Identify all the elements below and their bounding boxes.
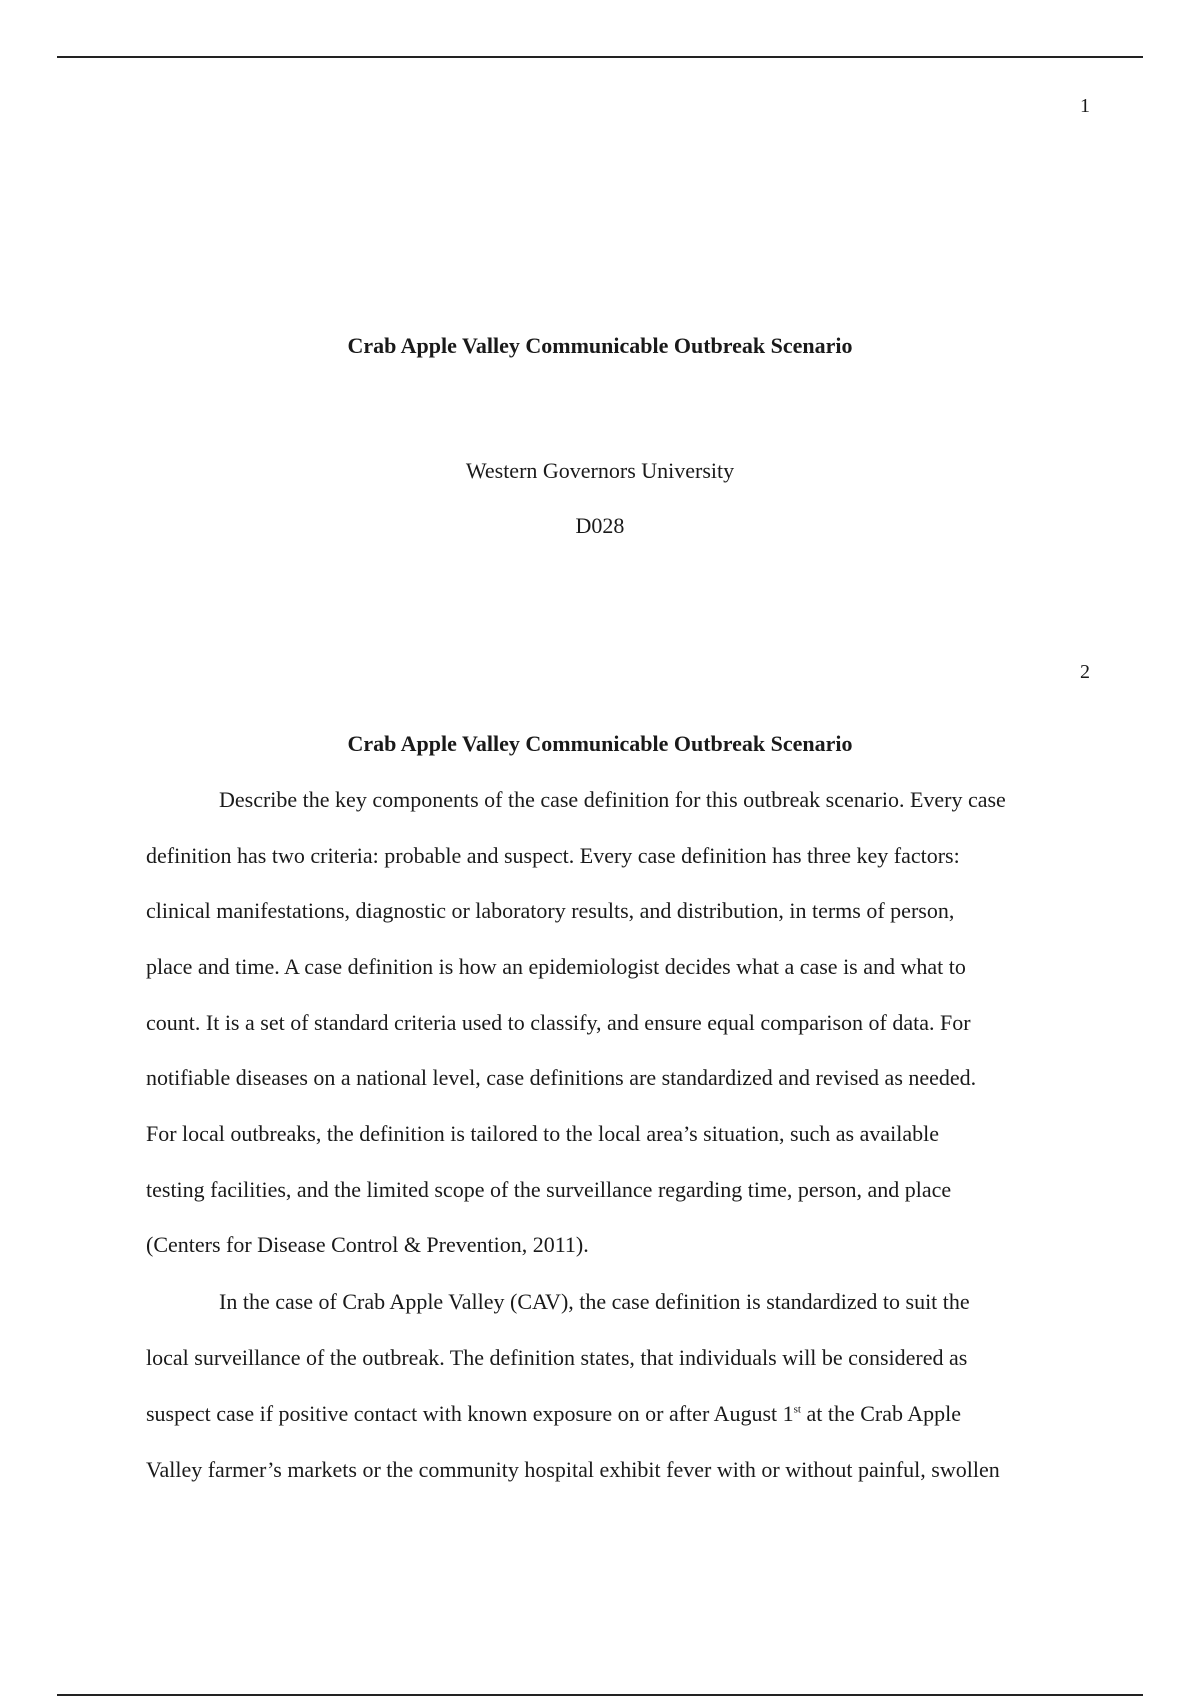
text-line: notifiable diseases on a national level, case definitions are standardized and revised as needed. xyxy=(146,1065,977,1090)
university-name: Western Governors University xyxy=(465,458,735,483)
text-line: place and time. A case definition is how an epidemiologist decides what a case is and what to xyxy=(146,954,966,979)
title-page-title: Crab Apple Valley Communicable Outbreak Scenario xyxy=(347,333,853,358)
page-number: 1 xyxy=(1080,95,1090,117)
text-line: testing facilities, and the limited scope of the surveillance regarding time, person, and place xyxy=(146,1177,952,1202)
text-line: count. It is a set of standard criteria used to classify, and ensure equal comparison of data. For xyxy=(146,1010,971,1035)
ordinal-suffix: st xyxy=(793,1403,801,1416)
text-line xyxy=(146,1400,1096,1428)
text-line: For local outbreaks, the definition is tailored to the local area’s situation, such as available xyxy=(146,1121,939,1146)
bottom-rule xyxy=(57,1694,1143,1696)
text-line: Describe the key components of the case definition for this outbreak scenario. Every case xyxy=(219,787,1006,812)
text-line: definition has two criteria: probable and suspect. Every case definition has three key factors: xyxy=(146,843,960,868)
text-line: (Centers for Disease Control & Prevention, 2011). xyxy=(146,1232,589,1257)
text-segment: suspect case if positive contact with known exposure on or after August 1 xyxy=(146,1401,794,1426)
section-title: Crab Apple Valley Communicable Outbreak Scenario xyxy=(347,731,853,756)
text-line: Valley farmer’s markets or the community hospital exhibit fever with or without painful, swollen xyxy=(146,1457,1000,1482)
text-segment: at the Crab Apple xyxy=(800,1401,962,1426)
course-code: D028 xyxy=(575,513,625,538)
text-line: local surveillance of the outbreak. The definition states, that individuals will be considered as xyxy=(146,1345,968,1370)
page-number: 2 xyxy=(1080,661,1090,683)
text-line: clinical manifestations, diagnostic or laboratory results, and distribution, in terms of person, xyxy=(146,898,955,923)
text-line: In the case of Crab Apple Valley (CAV), the case definition is standardized to suit the xyxy=(219,1289,970,1314)
top-rule xyxy=(57,56,1143,58)
